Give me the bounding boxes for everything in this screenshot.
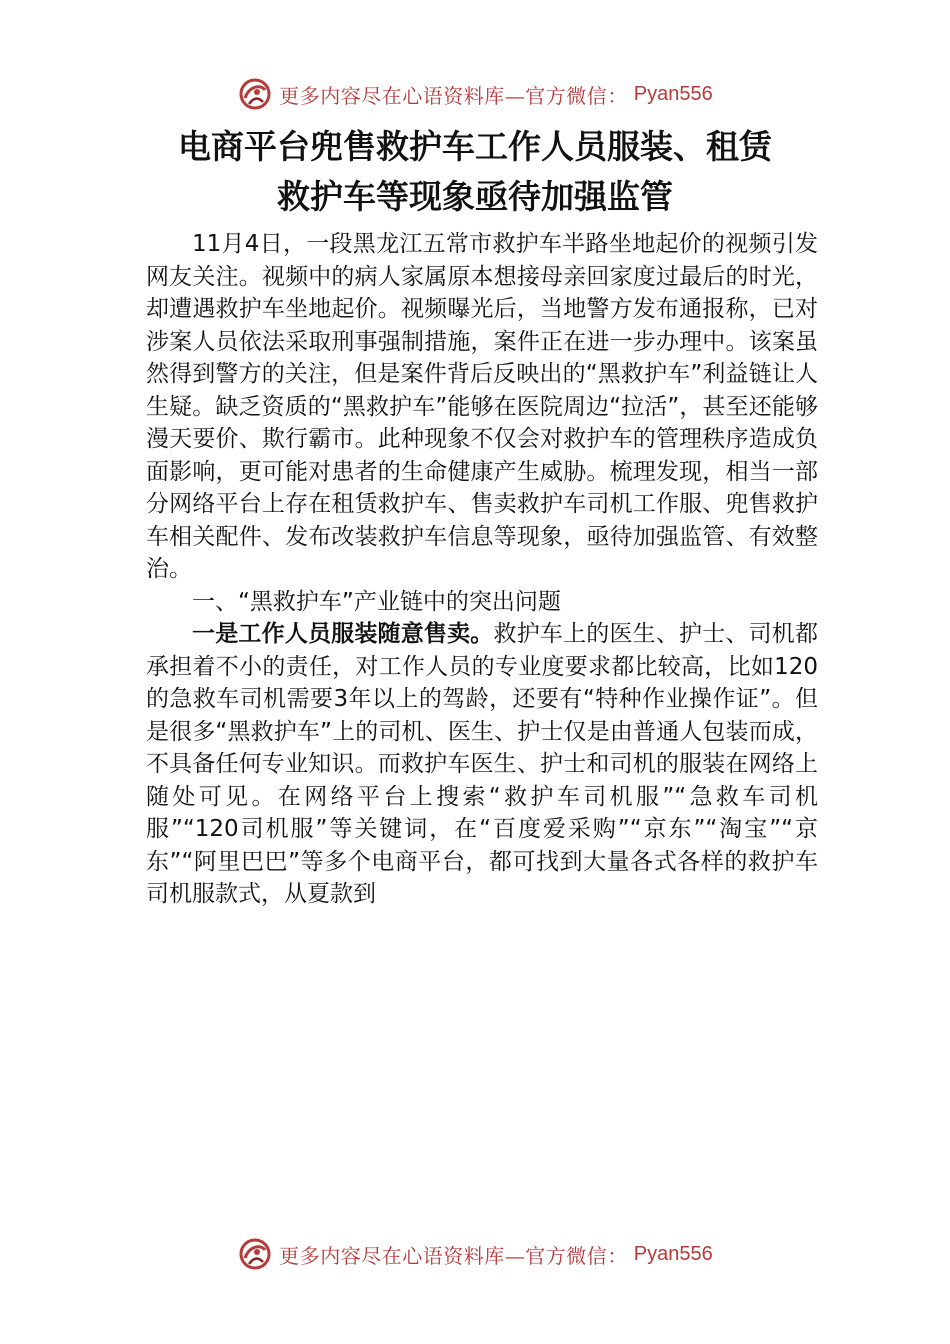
footer-banner xyxy=(0,1232,950,1276)
banner-wechat-id: Pyan556 xyxy=(633,1242,713,1265)
title-line-1: 电商平台兜售救护车工作人员服装、租赁 xyxy=(178,127,772,166)
paragraph-uniforms xyxy=(146,618,818,911)
section-heading: 一、“黑救护车”产业链中的突出问题 xyxy=(192,588,561,615)
banner-text: 更多内容尽在心语资料库—官方微信： xyxy=(279,1243,628,1268)
article-body xyxy=(146,228,818,911)
paragraph-lead-bold: 一是工作人员服装随意售卖。 xyxy=(192,621,494,647)
header-banner xyxy=(0,72,950,116)
paragraph-intro: 11月4日，一段黑龙江五常市救护车半路坐地起价的视频引发网友关注。视频中的病人家属原本想接母亲回家度过最后的时光，却遭遇救护车坐地起价。视频曝光后，当地警方发布通报称，已对涉案人员依法采取刑事强制措施，案件正在进一步办理中。该案虽然得到警方的关注，但是案件背后反映出的“黑救护车”利益链让人生疑。缺乏资质的“黑救护车”能够在医院周边“拉活”，甚至还能够漫天要价、欺行霸市。此种现象不仅会对救护车的管理秩序造成负面影响，更可能对患者的生命健康产生威胁。梳理发现，相当一部分网络平台上存在租赁救护车、售卖救护车司机工作服、兜售救护车相关配件、发布改装救护车信息等现象，亟待加强监管、有效整治。 xyxy=(146,231,818,582)
banner-wechat-id: Pyan556 xyxy=(633,82,713,105)
swirl-logo-icon xyxy=(237,1236,273,1272)
document-title xyxy=(0,122,950,222)
paragraph-uniforms-text: 救护车上的医生、护士、司机都承担着不小的责任，对工作人员的专业度要求都比较高，比如120的急救车司机需要3年以上的驾龄，还要有“特种作业操作证”。但是很多“黑救护车”上的司机、医生、护士仅是由普通人包装而成，不具备任何专业知识。而救护车医生、护士和司机的服装在网络上随处可见。在网络平台上搜索“救护车司机服”“急救车司机服”“120司机服”等关键词，在“百度爱采购”“京东”“淘宝”“京东”“阿里巴巴”等多个电商平台，都可找到大量各式各样的救护车司机服款式，从夏款到 xyxy=(146,621,818,907)
title-line-2: 救护车等现象亟待加强监管 xyxy=(277,177,673,216)
swirl-logo-icon xyxy=(237,76,273,112)
banner-text: 更多内容尽在心语资料库—官方微信： xyxy=(279,83,628,108)
